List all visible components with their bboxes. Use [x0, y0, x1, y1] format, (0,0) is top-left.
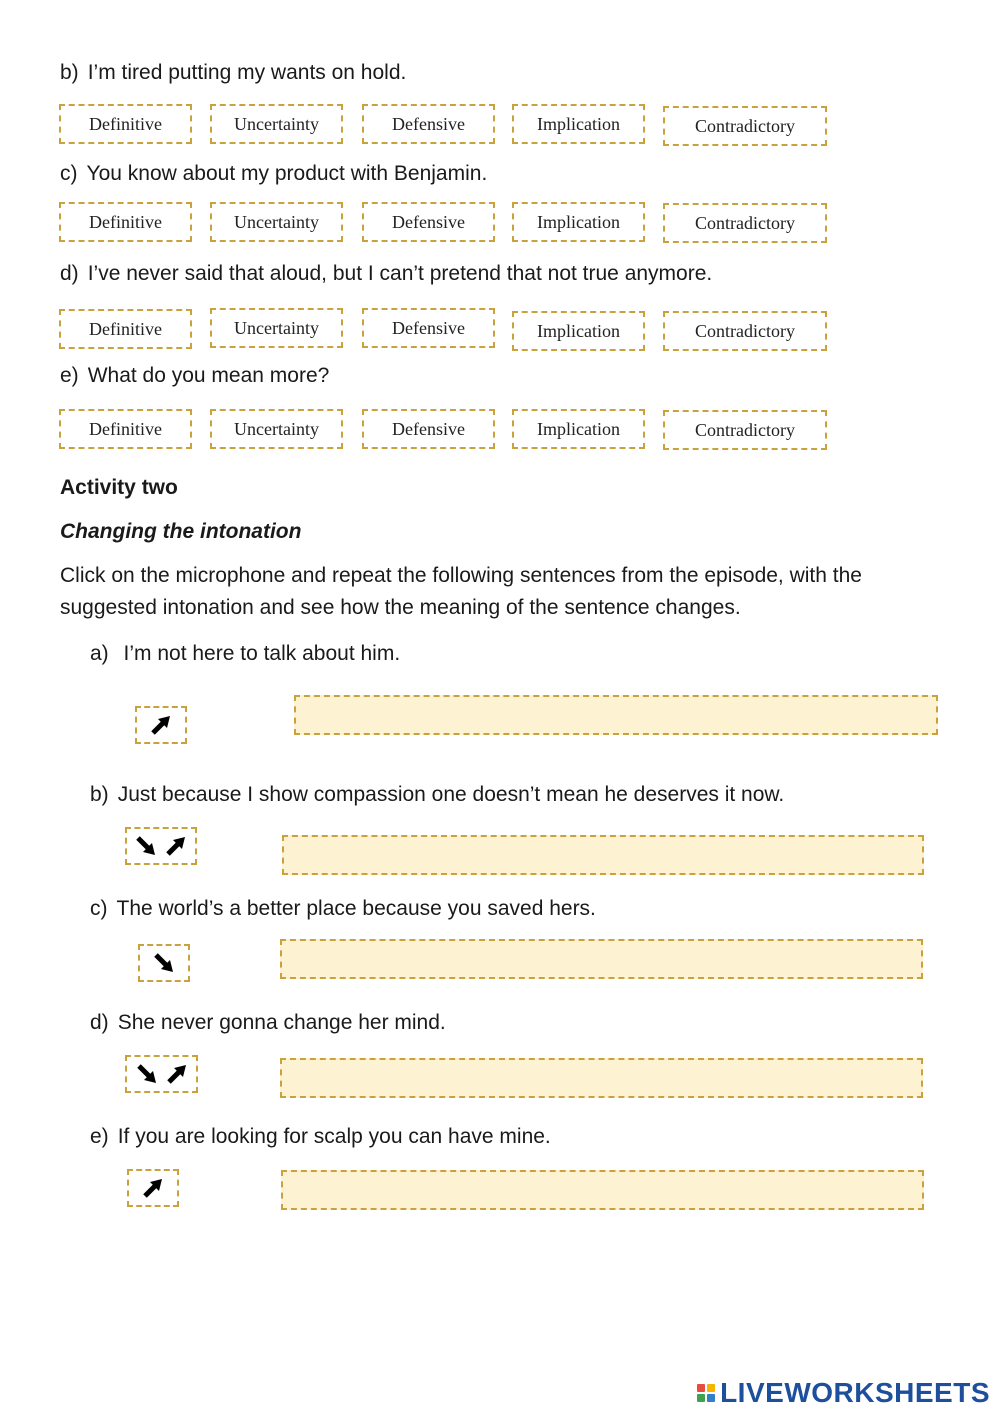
option-defensive[interactable]: Defensive — [362, 104, 495, 144]
option-definitive[interactable]: Definitive — [59, 309, 192, 349]
question-text: What do you mean more? — [87, 364, 330, 387]
option-uncertainty[interactable]: Uncertainty — [210, 409, 343, 449]
question-letter: d) — [60, 262, 79, 285]
rising-arrow-icon — [163, 833, 189, 859]
intonation-button-e[interactable] — [127, 1169, 179, 1207]
item-text: She never gonna change her mind. — [117, 1011, 446, 1034]
intonation-item-a — [90, 642, 400, 666]
answer-box-c[interactable] — [280, 939, 923, 979]
answer-box-d[interactable] — [280, 1058, 923, 1098]
falling-arrow-icon — [151, 950, 177, 976]
intonation-button-c[interactable] — [138, 944, 190, 982]
question-letter: b) — [60, 61, 79, 84]
intonation-button-d[interactable] — [125, 1055, 198, 1093]
intonation-item-e — [90, 1125, 551, 1149]
question-text: I’m tired putting my wants on hold. — [87, 61, 407, 84]
question-text: I’ve never said that aloud, but I can’t pretend that not true anymore. — [87, 262, 713, 285]
question-b — [60, 61, 406, 85]
option-definitive[interactable]: Definitive — [59, 104, 192, 144]
activity-two-subheading: Changing the intonation — [60, 520, 302, 543]
activity-two-heading: Activity two — [60, 476, 178, 499]
option-definitive[interactable]: Definitive — [59, 409, 192, 449]
question-letter: c) — [60, 162, 78, 185]
intonation-button-b[interactable] — [125, 827, 197, 865]
falling-arrow-icon — [134, 1061, 160, 1087]
answer-box-e[interactable] — [281, 1170, 924, 1210]
intonation-item-c — [90, 897, 596, 921]
intonation-button-a[interactable] — [135, 706, 187, 744]
question-d — [60, 262, 712, 286]
option-contradictory[interactable]: Contradictory — [663, 106, 827, 146]
liveworksheets-logo-icon — [697, 1384, 715, 1402]
option-implication[interactable]: Implication — [512, 104, 645, 144]
question-c — [60, 162, 487, 186]
falling-arrow-icon — [133, 833, 159, 859]
option-definitive[interactable]: Definitive — [59, 202, 192, 242]
item-text: The world’s a better place because you saved hers. — [116, 897, 596, 920]
item-letter: a) — [90, 642, 109, 665]
option-defensive[interactable]: Defensive — [362, 202, 495, 242]
option-defensive[interactable]: Defensive — [362, 308, 495, 348]
liveworksheets-logo — [697, 1379, 990, 1407]
answer-box-b[interactable] — [282, 835, 924, 875]
option-contradictory[interactable]: Contradictory — [663, 410, 827, 450]
item-letter: b) — [90, 783, 109, 806]
option-contradictory[interactable]: Contradictory — [663, 311, 827, 351]
item-text: I’m not here to talk about him. — [117, 642, 401, 665]
brand-name: LIVEWORKSHEETS — [720, 1377, 990, 1408]
option-uncertainty[interactable]: Uncertainty — [210, 202, 343, 242]
option-uncertainty[interactable]: Uncertainty — [210, 308, 343, 348]
question-text: You know about my product with Benjamin. — [86, 162, 488, 185]
option-implication[interactable]: Implication — [512, 202, 645, 242]
rising-arrow-icon — [164, 1061, 190, 1087]
option-implication[interactable]: Implication — [512, 311, 645, 351]
intonation-item-d — [90, 1011, 446, 1035]
item-letter: d) — [90, 1011, 109, 1034]
rising-arrow-icon — [148, 712, 174, 738]
activity-two-instruction: Click on the microphone and repeat the following sentences from the episode, with the suggested intonation and see how the meaning of the sentence changes. — [60, 564, 862, 619]
question-e — [60, 364, 329, 388]
item-letter: e) — [90, 1125, 109, 1148]
option-implication[interactable]: Implication — [512, 409, 645, 449]
option-defensive[interactable]: Defensive — [362, 409, 495, 449]
item-text: If you are looking for scalp you can have mine. — [117, 1125, 551, 1148]
item-text: Just because I show compassion one doesn’t mean he deserves it now. — [117, 783, 785, 806]
intonation-item-b — [90, 783, 784, 807]
answer-box-a[interactable] — [294, 695, 938, 735]
option-contradictory[interactable]: Contradictory — [663, 203, 827, 243]
question-letter: e) — [60, 364, 79, 387]
rising-arrow-icon — [140, 1175, 166, 1201]
item-letter: c) — [90, 897, 108, 920]
option-uncertainty[interactable]: Uncertainty — [210, 104, 343, 144]
